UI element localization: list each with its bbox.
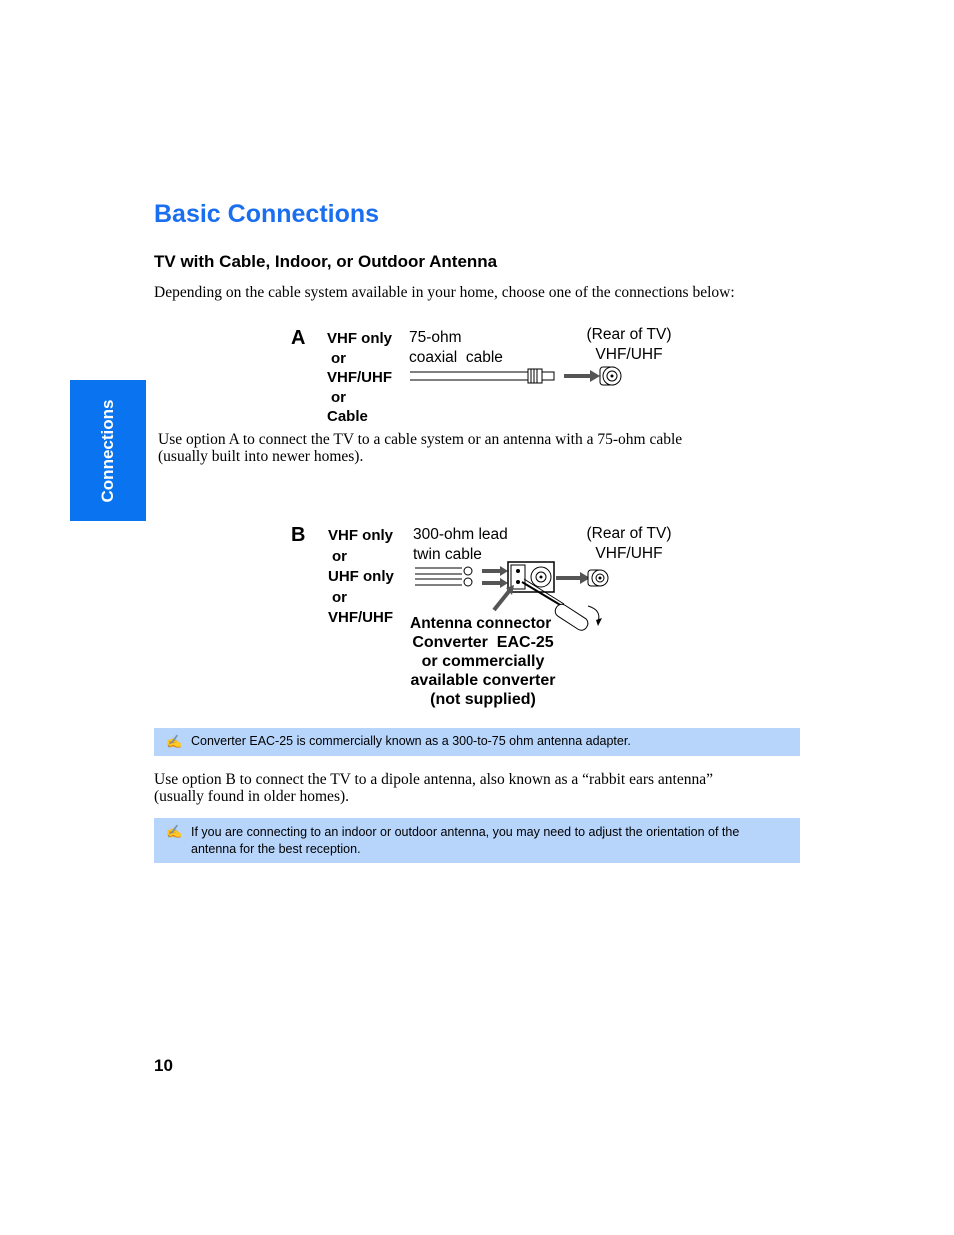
option-b-line: (usually found in older homes). [154,788,350,805]
twin-lead-cable-icon [415,567,472,586]
note-line: antenna for the best reception. [191,842,361,856]
diagram-a-source-line: Cable [327,408,368,425]
pencil-icon: ✍ [166,734,183,749]
note-box [154,818,800,863]
side-tab [70,380,146,521]
intro-paragraph: Depending on the cable system available in your home, choose one of the connections below: [154,284,735,301]
diagram-a-source-line: or [331,349,346,367]
converter-line: (not supplied) [430,691,536,708]
diagram-b-source [328,526,394,629]
diagram-b-tv-line: (Rear of TV) [586,525,672,542]
diagram-b-source-line: UHF only [328,568,394,585]
side-tab-label: Connections [98,399,117,502]
diagram-b-source-line: VHF/UHF [328,609,393,626]
option-a-line: Use option A to connect the TV to a cable system or an antenna with a 75-ohm cable [158,431,683,448]
pencil-icon: ✍ [166,824,183,839]
diagram-a-letter: A [291,327,306,349]
section-subtitle: TV with Cable, Indoor, or Outdoor Antenna [154,252,498,271]
option-a-line: (usually built into newer homes). [158,448,364,465]
option-a-paragraph [158,431,682,465]
diagram-a-source-line: VHF/UHF [327,369,392,386]
arrow-right-icon [482,566,508,588]
note-text: Converter EAC-25 is commercially known as a 300-to-75 ohm antenna adapter. [191,734,631,748]
arrow-up-icon [494,585,514,610]
diagram-a-source [327,329,392,427]
diagram-a-cable-line: 75-ohm [409,329,462,346]
diagram-a-tv-label [583,325,675,365]
page-number: 10 [154,1056,173,1075]
page-title: Basic Connections [154,200,380,228]
diagram-a-tv-line: (Rear of TV) [586,326,672,343]
tv-jack-icon [600,367,621,385]
converter-line: or commercially [421,653,545,670]
converter-label [383,633,583,709]
diagram-a-source-line: VHF only [327,330,393,347]
arrow-right-icon [556,572,590,584]
diagram-a-drawing [400,360,640,392]
coaxial-cable-icon [410,369,554,383]
diagram-b-tv-line: VHF/UHF [595,545,663,562]
diagram-b-cable-line: 300-ohm lead [413,526,508,543]
option-b-line: Use option B to connect the TV to a dipole antenna, also known as a “rabbit ears antenna” [154,771,713,788]
arrow-right-icon [564,370,600,382]
diagram-a-source-line: or [331,388,346,406]
diagram-b-source-line: or [332,588,347,606]
converter-line: Converter EAC-25 [412,634,554,651]
note-text [191,824,792,858]
option-b-paragraph [154,771,713,805]
diagram-a-cable-line: coaxial cable [409,349,503,366]
tv-jack-icon [588,570,608,586]
diagram-b-source-line: or [332,547,347,565]
diagram-b-cable-line: twin cable [413,546,482,563]
note-box [154,728,800,756]
converter-line: available converter [410,672,556,689]
diagram-b-letter: B [291,524,306,546]
diagram-b-source-line: VHF only [328,527,394,544]
note-line: If you are connecting to an indoor or outdoor antenna, you may need to adjust the orientation of the [191,825,740,839]
diagram-a-tv-line: VHF/UHF [595,346,663,363]
antenna-connector-label: Antenna connector [410,615,552,632]
